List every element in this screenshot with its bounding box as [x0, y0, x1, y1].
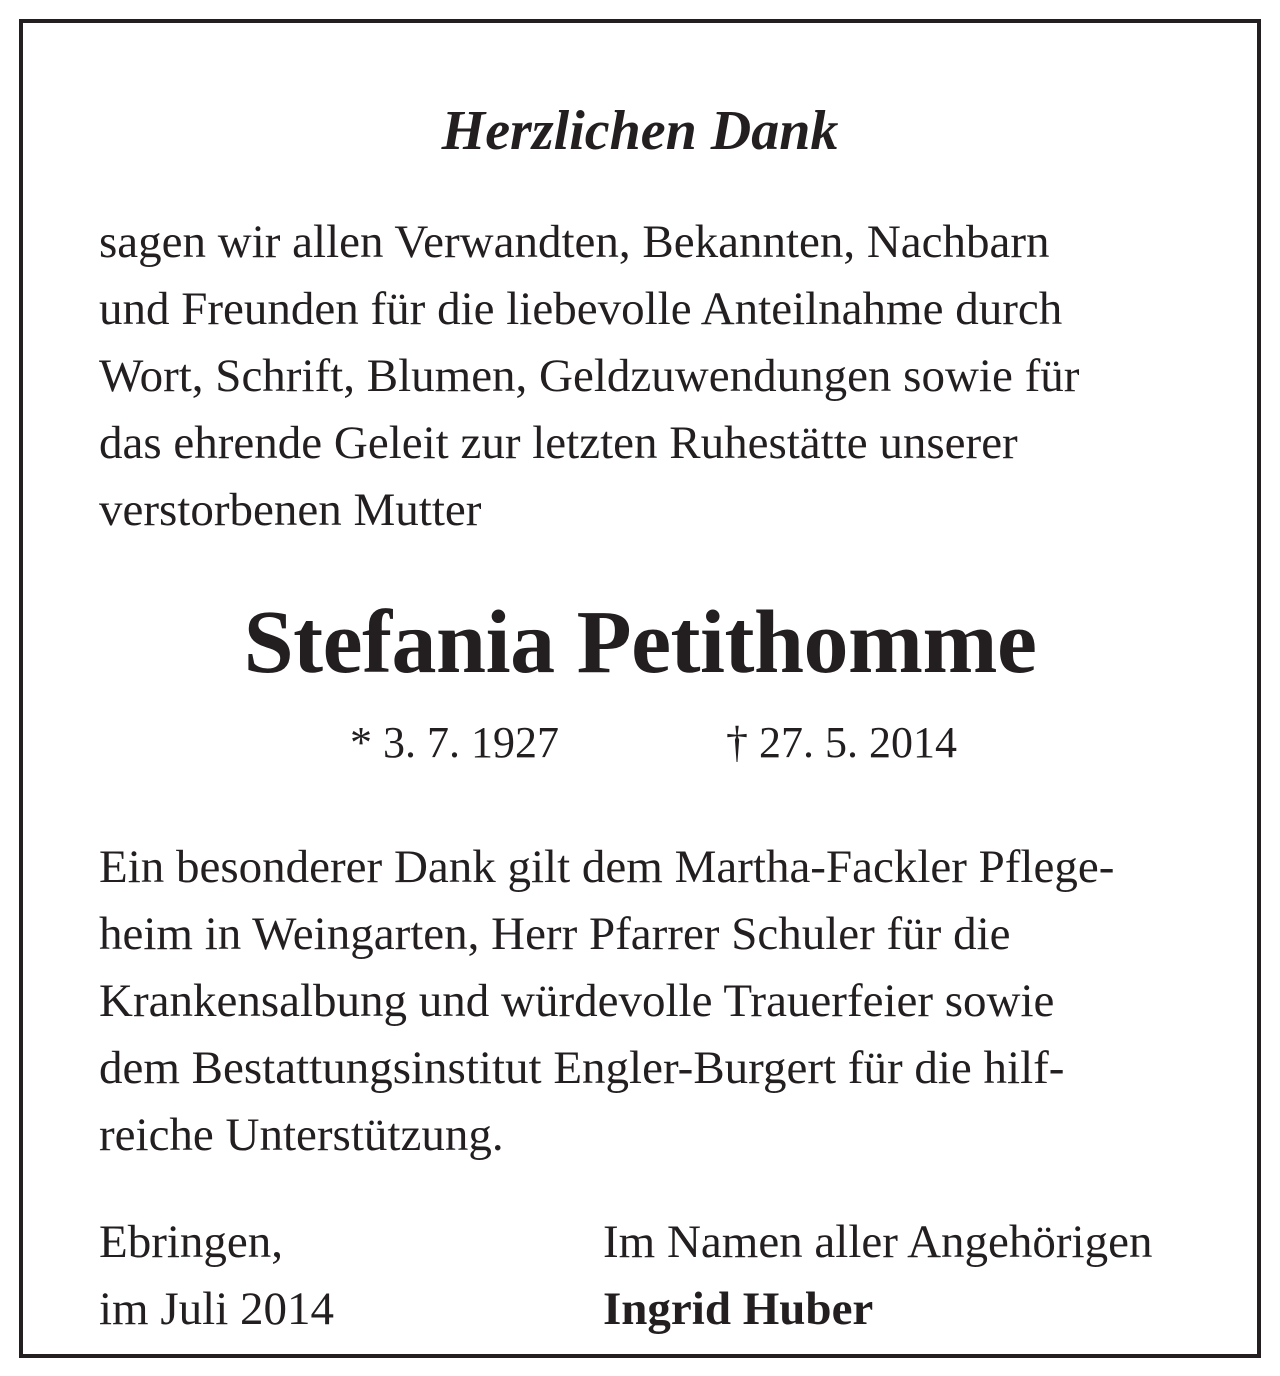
on-behalf-text: Im Namen aller Angehörigen: [603, 1216, 1153, 1268]
thanks-paragraph: [99, 834, 1239, 1169]
place: Ebringen,: [99, 1216, 284, 1268]
obituary-notice-frame: [19, 19, 1261, 1358]
thanks-line: Ein besonderer Dank gilt dem Martha-Fackler Pflege-: [99, 841, 1115, 893]
thanks-line: Krankensalbung und würdevolle Trauerfeier sowie: [99, 975, 1055, 1027]
intro-line: Wort, Schrift, Blumen, Geldzuwendungen sowie für: [99, 350, 1080, 402]
intro-line: verstorbenen Mutter: [99, 484, 482, 536]
intro-line: das ehrende Geleit zur letzten Ruhestätte unserer: [99, 417, 1018, 469]
thanks-line: reiche Unterstützung.: [99, 1109, 504, 1161]
intro-paragraph: [99, 209, 1239, 544]
deceased-name: Stefania Petithomme: [243, 593, 1037, 692]
signature-block: [603, 1209, 1152, 1343]
intro-line: sagen wir allen Verwandten, Bekannten, Nachbarn: [99, 216, 1050, 268]
birth-date: * 3. 7. 1927: [350, 718, 559, 767]
heading: Herzlichen Dank: [441, 100, 839, 162]
thanks-line: heim in Weingarten, Herr Pfarrer Schuler für die: [99, 908, 1011, 960]
intro-line: und Freunden für die liebevolle Anteilnahme durch: [99, 283, 1063, 335]
date: im Juli 2014: [99, 1283, 335, 1335]
signer-name: Ingrid Huber: [603, 1283, 874, 1335]
death-date: † 27. 5. 2014: [726, 718, 957, 767]
place-date-block: [99, 1209, 334, 1343]
thanks-line: dem Bestattungsinstitut Engler-Burgert für die hilf-: [99, 1042, 1065, 1094]
